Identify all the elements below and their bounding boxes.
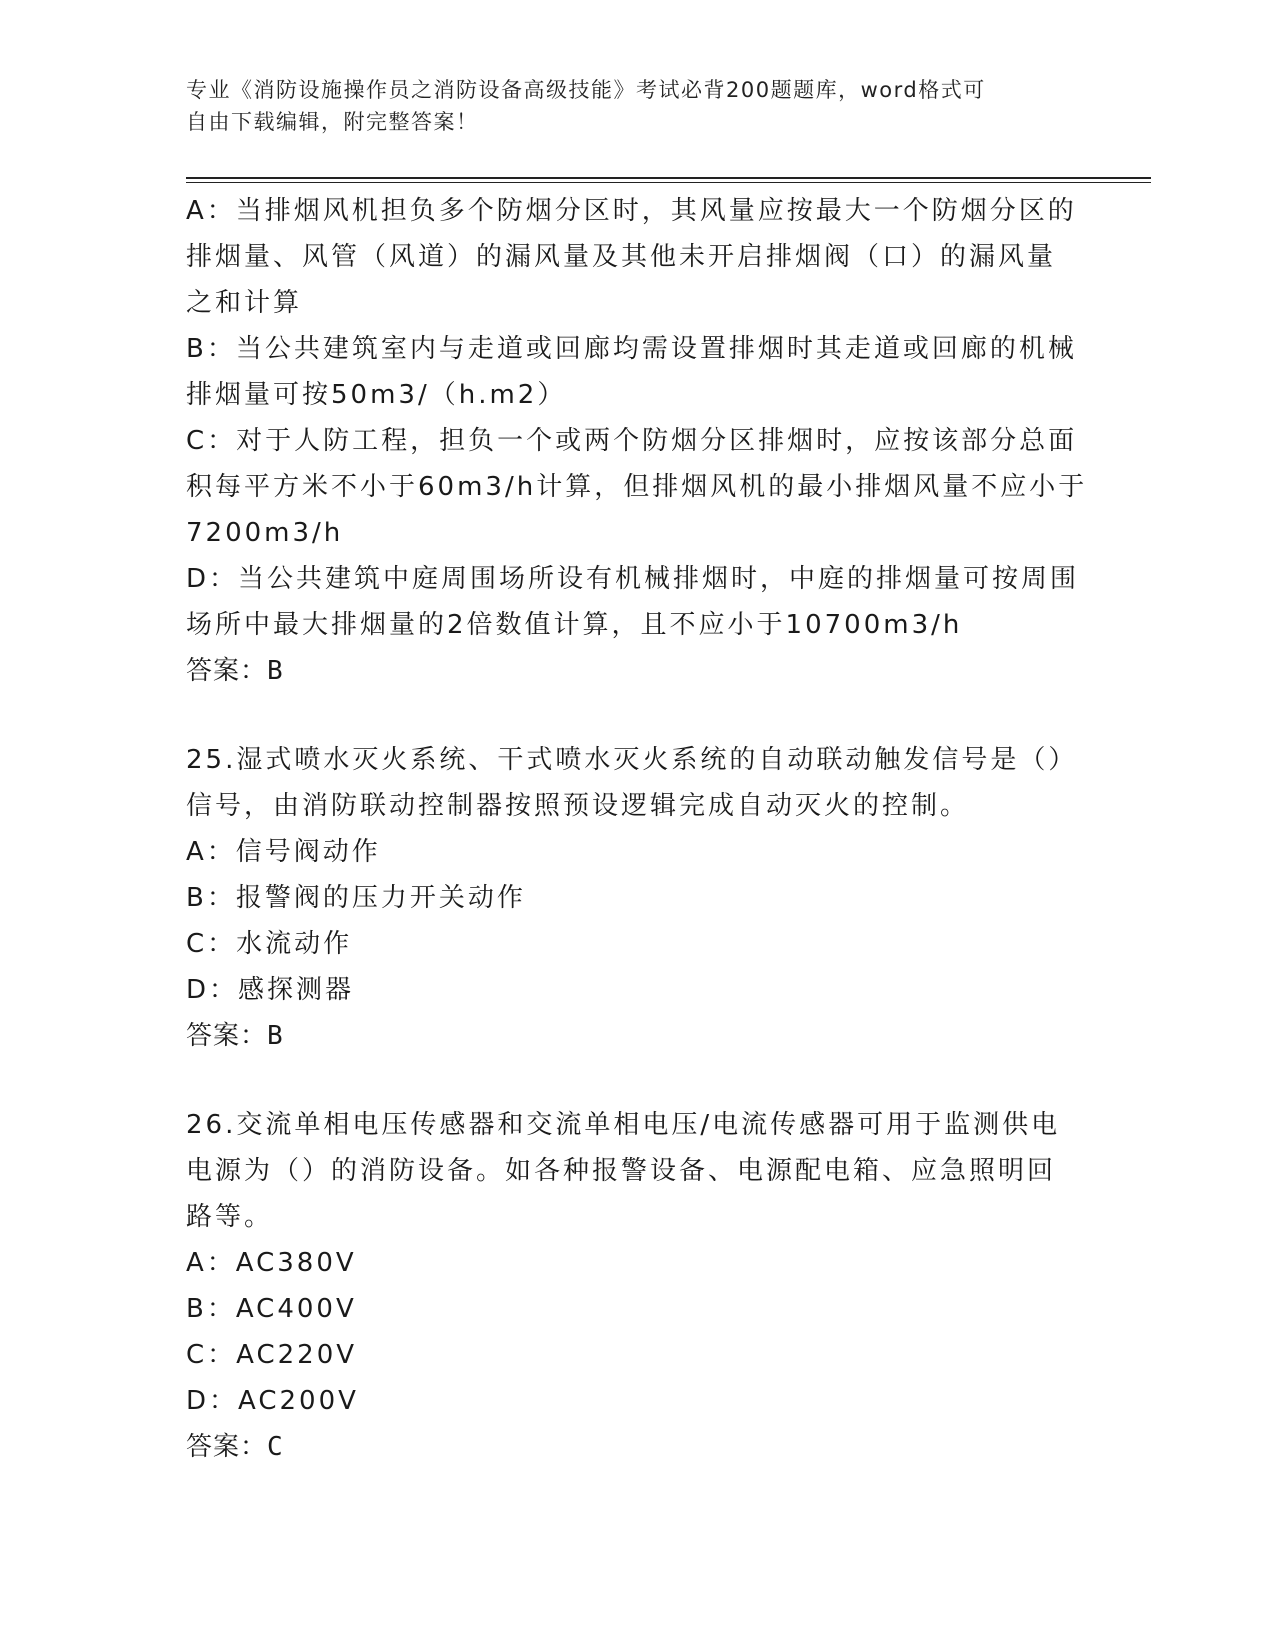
question-text-line: 25.湿式喷水灭火系统、干式喷水灭火系统的自动联动触发信号是（）: [186, 745, 1078, 775]
question-gap: [186, 1059, 1086, 1102]
answer-line: 答案：B: [186, 656, 284, 686]
answer-line: 答案：B: [186, 1021, 284, 1051]
option-b-line: 排烟量可按50m3/（h.m2）: [186, 380, 567, 410]
document-header: [186, 74, 1066, 138]
option-c-line: C：水流动作: [186, 929, 353, 959]
question-text-line: 26.交流单相电压传感器和交流单相电压/电流传感器可用于监测供电: [186, 1110, 1061, 1140]
option-c-line: 7200m3/h: [186, 518, 344, 548]
option-d-line: D：感探测器: [186, 975, 355, 1005]
option-c-line: C：对于人防工程，担负一个或两个防烟分区排烟时，应按该部分总面: [186, 426, 1078, 456]
option-b-line: B：当公共建筑室内与走道或回廊均需设置排烟时其走道或回廊的机械: [186, 334, 1077, 364]
question-text-line: 电源为（）的消防设备。如各种报警设备、电源配电箱、应急照明回: [186, 1156, 1057, 1186]
question-24-options: [186, 188, 1086, 694]
option-b-line: B：报警阀的压力开关动作: [186, 883, 526, 913]
option-d-line: 场所中最大排烟量的2倍数值计算，且不应小于10700m3/h: [186, 610, 963, 640]
question-25: [186, 737, 1086, 1059]
question-text-line: 信号，由消防联动控制器按照预设逻辑完成自动灭火的控制。: [186, 791, 970, 821]
option-a-line: A：当排烟风机担负多个防烟分区时，其风量应按最大一个防烟分区的: [186, 196, 1077, 226]
question-content: [186, 188, 1086, 1470]
option-a-line: 排烟量、风管（风道）的漏风量及其他未开启排烟阀（口）的漏风量: [186, 242, 1057, 272]
question-gap: [186, 694, 1086, 737]
header-divider-thick: [186, 177, 1151, 179]
header-line: 自由下载编辑，附完整答案！: [186, 110, 479, 134]
option-d-line: D：当公共建筑中庭周围场所设有机械排烟时，中庭的排烟量可按周围: [186, 564, 1080, 594]
option-a-line: A：信号阀动作: [186, 837, 381, 867]
header-line: 专业《消防设施操作员之消防设备高级技能》考试必背200题题库，word格式可: [186, 78, 986, 102]
option-d-line: D：AC200V: [186, 1386, 359, 1416]
option-a-line: A：AC380V: [186, 1248, 357, 1278]
option-c-line: 积每平方米不小于60m3/h计算，但排烟风机的最小排烟风量不应小于: [186, 472, 1088, 502]
option-b-line: B：AC400V: [186, 1294, 357, 1324]
option-a-line: 之和计算: [186, 288, 303, 318]
option-c-line: C：AC220V: [186, 1340, 358, 1370]
question-26: [186, 1102, 1086, 1470]
header-divider-thin: [186, 182, 1151, 183]
question-text-line: 路等。: [186, 1202, 274, 1232]
answer-line: 答案：C: [186, 1432, 284, 1462]
